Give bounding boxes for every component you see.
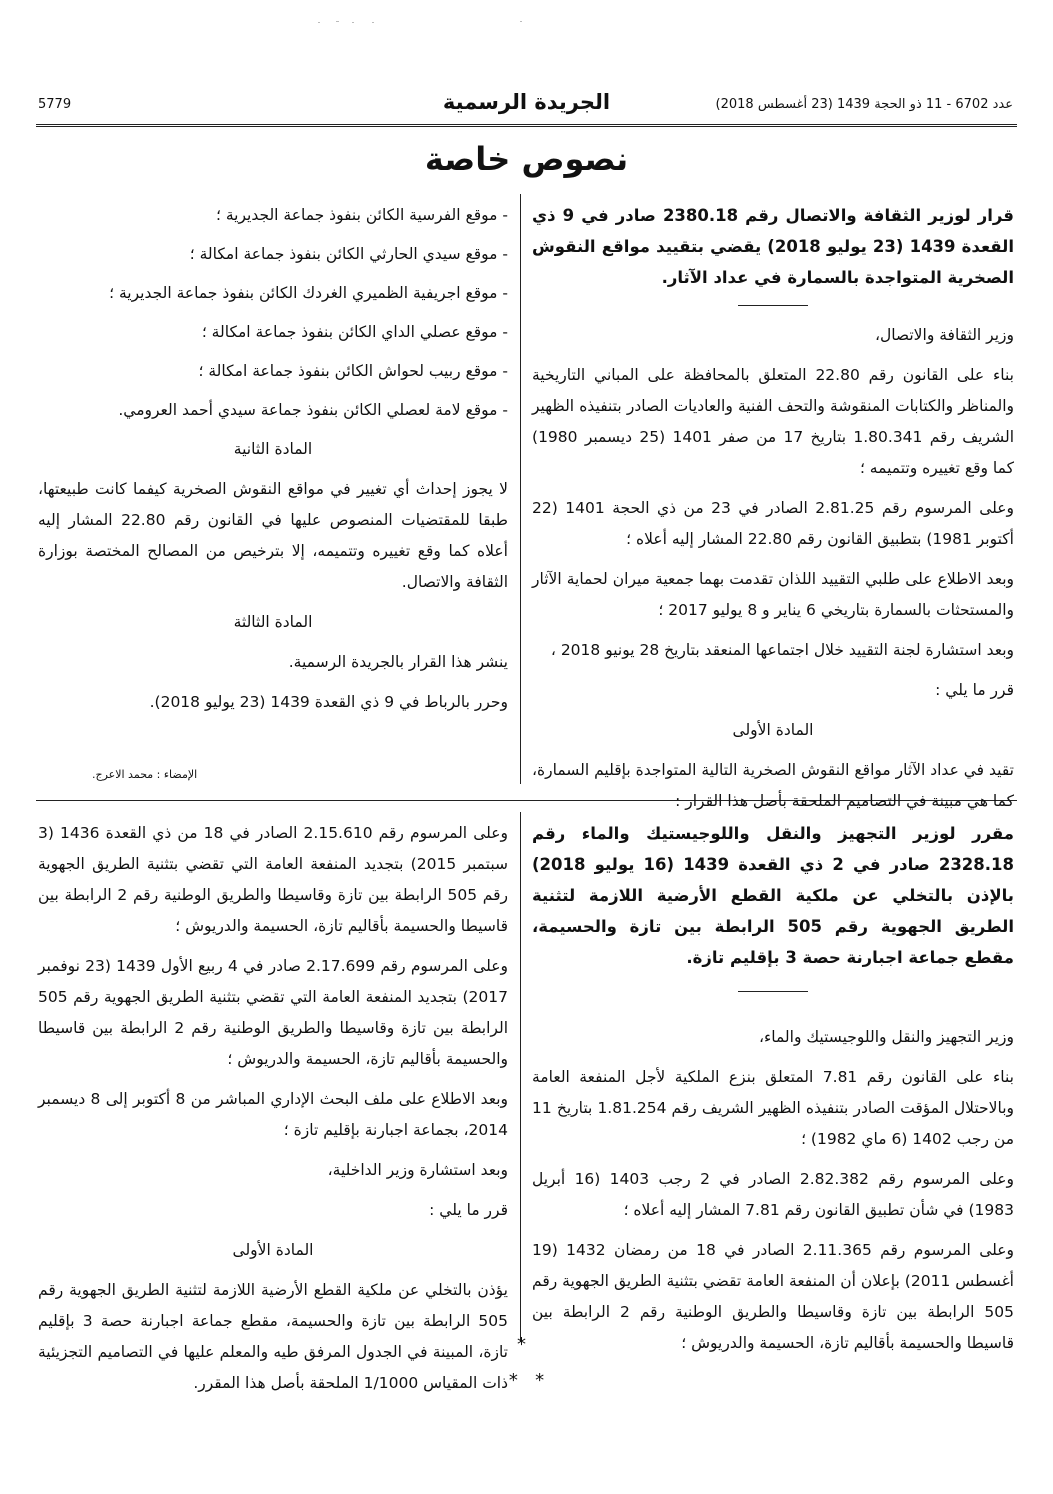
journal-title: الجريدة الرسمية xyxy=(442,90,611,114)
decision2-title: مقرر لوزير التجهيز والنقل واللوجيستيك والماء رقم 2328.18 صادر في 2 ذي القعدة 1439 (16 يوليو 2018) بالإذن بالتخلي عن ملكية القطع الأرضية اللازمة لتثنية الطريق الجهوية رقم 505 الرابطة بين تازة والحسيمة، مقطع جماعة اجبارنة حصة 3 بإقليم تازة. xyxy=(532,824,1014,967)
decision2-paragraph: وعلى المرسوم رقم 2.82.382 الصادر في 2 رجب 1403 (16 أبريل 1983) في شأن تطبيق القانون رقم 7.81 المشار إليه أعلاه ؛ xyxy=(532,1170,1014,1219)
separator-stars: * * xyxy=(508,1370,545,1391)
section-title: نصوص خاصة xyxy=(424,140,629,178)
site-list-item: - موقع اجريفية الظميري الغردك الكائن بنفوذ جماعة الجديرية ؛ xyxy=(109,284,508,302)
page-number: 5779 xyxy=(38,97,72,112)
decision2-left-column xyxy=(38,818,508,1408)
decision2-minister: وزير التجهيز والنقل واللوجيستيك والماء، xyxy=(758,1028,1014,1046)
decision1-article1-text: تقيد في عداد الآثار مواقع النقوش الصخرية التالية المتواجدة بإقليم السمارة، كما هي مبينة في التصاميم الملحقة بأصل هذا القرار : xyxy=(532,761,1014,810)
scan-speck xyxy=(336,21,339,22)
scan-speck xyxy=(318,22,320,23)
separator-star: * xyxy=(517,1334,526,1355)
decision1-paragraph: وبعد الاطلاع على طلبي التقييد اللذان تقدمت بهما جمعية ميران لحماية الآثار والمستحثات بالسمارة بتاريخي 6 يناير و 8 يوليو 2017 ؛ xyxy=(532,570,1014,619)
header-rule xyxy=(36,124,1017,127)
decision1-article2-title: المادة الثانية xyxy=(233,440,313,458)
decision1-article2-text: لا يجوز إحداث أي تغيير في مواقع النقوش الصخرية كيفما كانت طبيعتها، طبقا للمقتضيات المنصوص عليها في القانون رقم 22.80 المشار إليه أعلاه كما وقع تغييره وتتميمه، إلا بترخيص من المصالح المختصة بوزارة الثقافة والاتصال. xyxy=(38,480,508,591)
decision1-article3-title: المادة الثالثة xyxy=(233,613,313,631)
decision1-article1-title: المادة الأولى xyxy=(732,721,814,739)
decision2-paragraph: وبعد استشارة وزير الداخلية، xyxy=(327,1161,508,1179)
decision2-paragraph: وبعد الاطلاع على ملف البحث الإداري المباشر من 8 أكتوبر إلى 8 ديسمبر 2014، بجماعة اجبارنة بإقليم تازة ؛ xyxy=(38,1090,508,1139)
decision2-paragraph: وعلى المرسوم رقم 2.17.699 صادر في 4 ربيع الأول 1439 (23 نوفمبر 2017) بتجديد المنفعة العامة التي تقضي بتثنية الطريق الجهوية رقم 505 الرابطة بين تازة وقاسيطا والطريق الوطنية رقم 2 الرابطة بين قاسيطا والحسيمة بأقاليم تازة، الحسيمة والدريوش ؛ xyxy=(38,957,508,1068)
decision2-decided: قرر ما يلي : xyxy=(429,1201,508,1219)
decision2-paragraph: وعلى المرسوم رقم 2.15.610 الصادر في 18 من ذي القعدة 1436 (3 سبتمبر 2015) بتجديد المنفعة العامة التي تقضي بتثنية الطريق الجهوية رقم 505 الرابطة بين تازة وقاسيطا والطريق الوطنية رقم 2 الرابطة بين قاسيطا والحسيمة بأقاليم تازة، الحسيمة والدريوش ؛ xyxy=(38,824,508,935)
title-rule xyxy=(738,305,808,306)
scan-speck xyxy=(372,22,374,23)
column-divider xyxy=(520,194,521,784)
decision2-paragraph: بناء على القانون رقم 7.81 المتعلق بنزع الملكية لأجل المنفعة العامة وبالاحتلال المؤقت الصادر بتنفيذه الظهير الشريف رقم 1.81.254 بتاريخ 11 من رجب 1402 (6 ماي 1982) ؛ xyxy=(532,1068,1014,1148)
decision1-paragraph: بناء على القانون رقم 22.80 المتعلق بالمحافظة على المباني التاريخية والمناظر والكتابات المنقوشة والتحف الفنية والعاديات الصادر بتنفيذه الظهير الشريف رقم 1.80.341 بتاريخ 17 من صفر 1401 (25 ديسمبر 1980) كما وقع تغييره وتتميمه ؛ xyxy=(532,366,1014,477)
site-list-item: - موقع لامة لعصلي الكائن بنفوذ جماعة سيدي أحمد العرومي. xyxy=(118,401,508,419)
decision1-article3-text: ينشر هذا القرار بالجريدة الرسمية. xyxy=(288,653,508,671)
scan-speck xyxy=(352,22,354,23)
decision1-paragraph: وعلى المرسوم رقم 2.81.25 الصادر في 23 من ذي الحجة 1401 (22 أكتوبر 1981) بتطبيق القانون رقم 22.80 المشار إليه أعلاه ؛ xyxy=(532,499,1014,548)
title-rule xyxy=(738,991,808,992)
site-list-item: - موقع عصلي الداي الكائن بنفوذ جماعة امكالة ؛ xyxy=(201,323,508,341)
issue-info: عدد 6702 - 11 ذو الحجة 1439 (23 أغسطس 2018) xyxy=(715,97,1013,112)
decision1-left-column xyxy=(38,200,508,727)
scan-speck xyxy=(520,21,522,22)
decision1-paragraph: وبعد استشارة لجنة التقييد خلال اجتماعها المنعقد بتاريخ 28 يونيو 2018 ، xyxy=(550,641,1014,659)
decision2-paragraph: وعلى المرسوم رقم 2.11.365 الصادر في 18 من رمضان 1432 (19 أغسطس 2011) بإعلان أن المنفعة العامة تقضي بتثنية الطريق الجهوية رقم 505 الرابطة بين تازة وقاسيطا والطريق الوطنية رقم 2 الرابطة بين قاسيطا والحسيمة بأقاليم تازة، الحسيمة والدريوش ؛ xyxy=(532,1241,1014,1352)
decision2-article1-text: يؤذن بالتخلي عن ملكية القطع الأرضية اللازمة لتثنية الطريق الجهوية رقم 505 الرابطة بين تازة والحسيمة، مقطع جماعة اجبارنة حصة 3 بإقليم تازة، المبينة في الجدول المرفق طيه والمعلم عليها في التصاميم التجزيئية ذات المقياس 1/1000 الملحقة بأصل هذا المقرر. xyxy=(38,1281,509,1392)
decision2-right-column xyxy=(532,818,1014,1368)
decision1-minister: وزير الثقافة والاتصال، xyxy=(874,326,1014,344)
decision2-article1-title: المادة الأولى xyxy=(232,1241,314,1259)
decision1-title: قرار لوزير الثقافة والاتصال رقم 2380.18 صادر في 9 ذي القعدة 1439 (23 يوليو 2018) يقضي بتقييد مواقع النقوش الصخرية المتواجدة بالسمارة في عداد الآثار. xyxy=(532,206,1014,287)
decision1-signature: الإمضاء : محمد الاعرج. xyxy=(92,768,198,781)
site-list-item: - موقع سيدي الحارثي الكائن بنفوذ جماعة امكالة ؛ xyxy=(189,245,508,263)
decision1-right-column xyxy=(532,200,1014,826)
site-list-item: - موقع الفرسية الكائن بنفوذ جماعة الجديرية ؛ xyxy=(215,206,508,224)
site-list-item: - موقع ربيب لحواش الكائن بنفوذ جماعة امكالة ؛ xyxy=(198,362,508,380)
column-divider xyxy=(520,812,521,1342)
decision1-done-at: وحرر بالرباط في 9 ذي القعدة 1439 (23 يوليو 2018). xyxy=(149,693,508,711)
decision1-decided: قرر ما يلي : xyxy=(935,681,1014,699)
